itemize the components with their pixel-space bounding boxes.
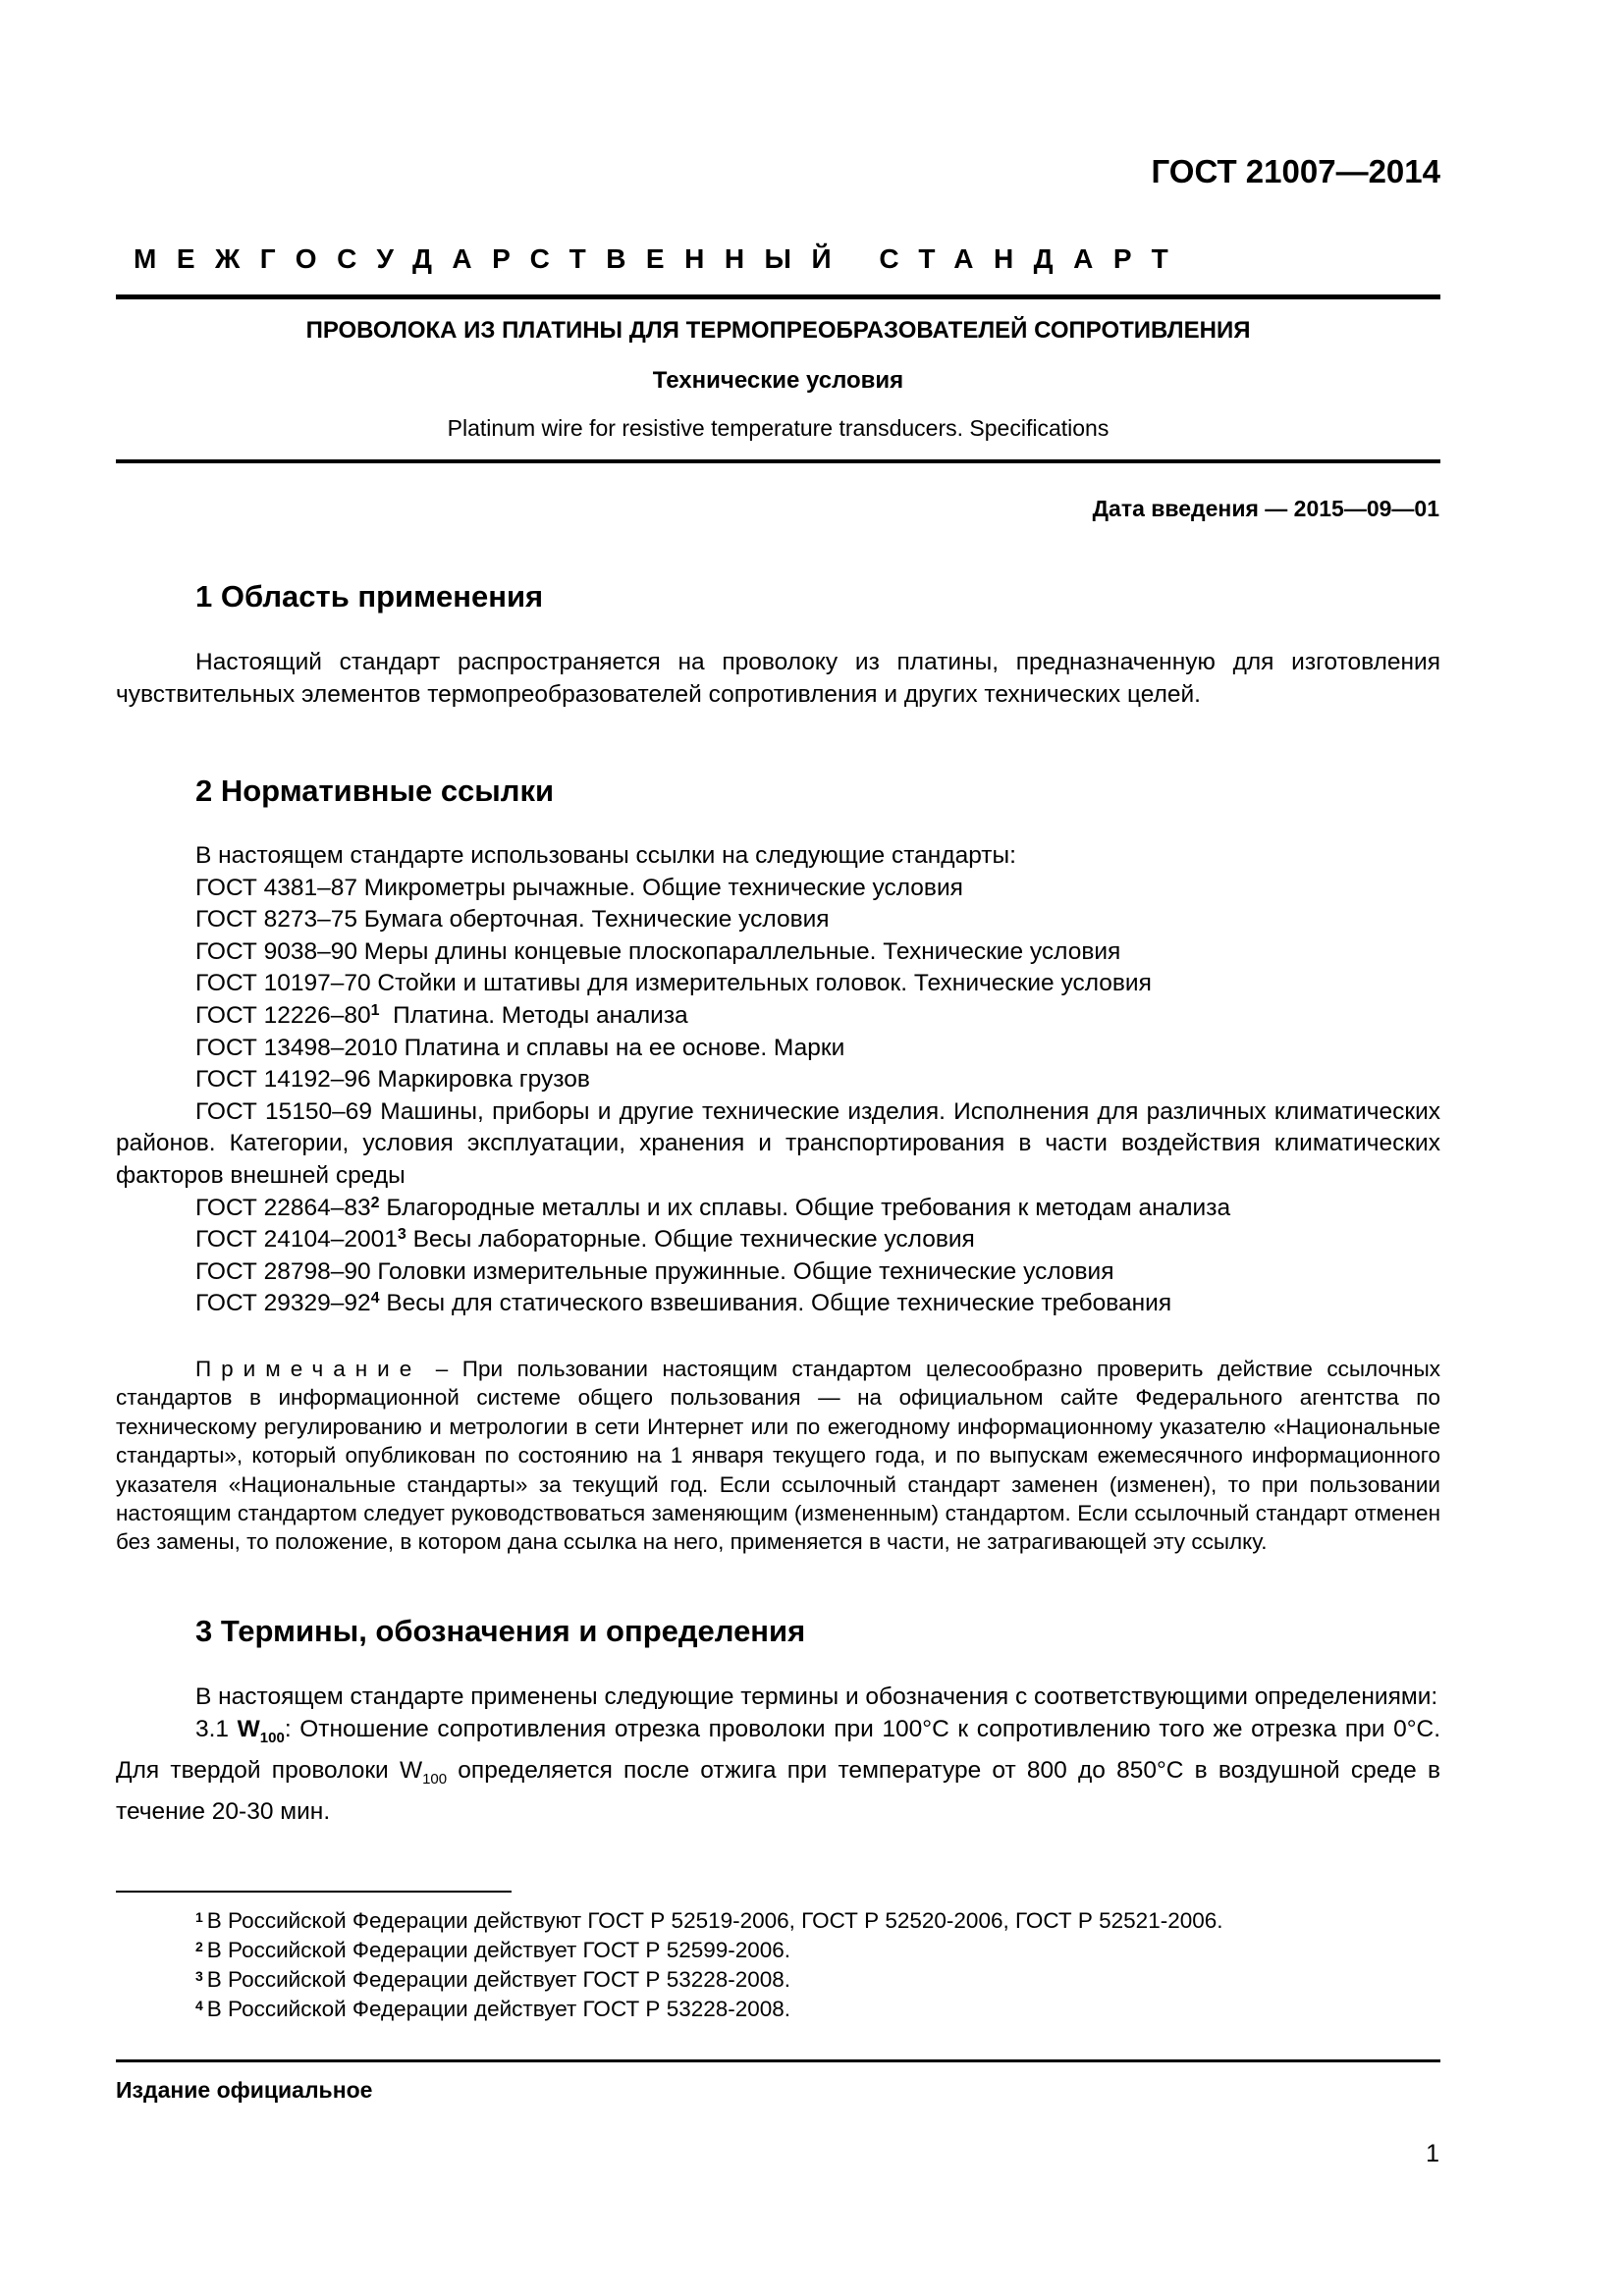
reference-item: ГОСТ 24104–2001$^3$ Весы лабораторные. Общие технические условия <box>195 1226 975 1254</box>
note-label: Примечание <box>195 1357 422 1381</box>
reference-item: ГОСТ 10197–70 Стойки и штативы для измерительных головок. Технические условия <box>195 970 1152 997</box>
references-note <box>116 1355 1440 1557</box>
section-1-heading: 1 Область применения <box>195 579 544 614</box>
document-number: ГОСТ 21007—2014 <box>1151 153 1440 189</box>
edition-label: Издание официальное <box>116 2077 373 2103</box>
reference-item: ГОСТ 13498–2010 Платина и сплавы на ее основе. Марки <box>195 1034 845 1061</box>
term-symbol: $W_{100}$ <box>237 1716 285 1746</box>
top-divider <box>116 294 1440 299</box>
footnote-divider <box>116 1891 512 1893</box>
document-title-english: Platinum wire for resistive temperature transducers. Specifications <box>447 415 1110 441</box>
section-3-intro: В настоящем стандарте применены следующие термины и обозначения с соответствующими определениями: <box>195 1683 1438 1710</box>
references-intro: В настоящем стандарте использованы ссылки на следующие стандарты: <box>195 842 1016 869</box>
reference-item: ГОСТ 8273–75 Бумага оберточная. Технические условия <box>195 906 830 934</box>
section-2-heading: 2 Нормативные ссылки <box>195 774 555 808</box>
reference-item: ГОСТ 15150–69 Машины, приборы и другие технические изделия. Исполнения для различных климатических районов. Категории, условия эксплуатации, хранения и транспортирования в части воздействия климатических факторов внешней среды <box>116 1097 1440 1189</box>
normative-references-list <box>116 840 1440 1320</box>
document-subtitle: Технические условия <box>652 367 904 394</box>
footnote-item: $^3$ В Российской Федерации действует ГОСТ Р 53228-2008. <box>195 1967 791 1992</box>
footnote-marker: 1 <box>370 1001 380 1019</box>
interstate-standard-banner: МЕЖГОСУДАРСТВЕННЫЙ СТАНДАРТ <box>134 243 1189 274</box>
section-3-heading: 3 Термины, обозначения и определения <box>195 1614 806 1648</box>
reference-item: ГОСТ 4381–87 Микрометры рычажные. Общие технические условия <box>195 874 963 901</box>
footnote-item: $^1$ В Российской Федерации действуют ГОСТ Р 52519-2006, ГОСТ Р 52520-2006, ГОСТ Р 52521-2006. <box>195 1908 1223 1933</box>
title-divider <box>116 459 1440 463</box>
page-number: 1 <box>1426 2140 1439 2167</box>
footnote-marker: 3 <box>397 1226 406 1244</box>
footnote-marker: 4 <box>370 1290 380 1308</box>
document-title: ПРОВОЛОКА ИЗ ПЛАТИНЫ ДЛЯ ТЕРМОПРЕОБРАЗОВАТЕЛЕЙ СОПРОТИВЛЕНИЯ <box>305 317 1251 344</box>
reference-item: ГОСТ 12226–80$^1$ Платина. Методы анализа <box>195 1001 688 1029</box>
footnotes <box>195 1906 1440 2024</box>
footnote-marker: 2 <box>370 1194 380 1211</box>
reference-item: ГОСТ 14192–96 Маркировка грузов <box>195 1066 590 1094</box>
reference-item: ГОСТ 9038–90 Меры длины концевые плоскопараллельные. Технические условия <box>195 937 1121 965</box>
introduction-date: Дата введения — 2015—09—01 <box>1092 496 1439 521</box>
footer-divider <box>116 2059 1440 2062</box>
reference-item: ГОСТ 29329–92$^4$ Весы для статического взвешивания. Общие технические требования <box>195 1290 1172 1317</box>
reference-item: ГОСТ 28798–90 Головки измерительные пружинные. Общие технические условия <box>195 1257 1114 1285</box>
section-3-text <box>116 1681 1440 1828</box>
section-1-text <box>116 646 1440 711</box>
term-definition: 3.1 $W_{100}$: Отношение сопротивления отрезка проволоки при 100°С к сопротивлению того же отрезка при 0°С. Для твердой проволоки $W_{100}$ определяется после отжига при температуре от 800 до 850°С в воздушной среде в течение 20-30 мин. <box>116 1716 1441 1825</box>
section-1-paragraph: Настоящий стандарт распространяется на проволоку из платины, предназначенную для изготовления чувствительных элементов термопреобразователей сопротивления и других технических целей. <box>116 649 1440 708</box>
footnote-item: $^4$ В Российской Федерации действует ГОСТ Р 53228-2008. <box>195 1997 791 2021</box>
footnote-item: $^2$ В Российской Федерации действует ГОСТ Р 52599-2006. <box>195 1938 791 1962</box>
reference-item: ГОСТ 22864–83$^2$ Благородные металлы и их сплавы. Общие требования к методам анализа <box>195 1194 1231 1221</box>
note-text: – При пользовании настоящим стандартом целесообразно проверить действие ссылочных стандартов в информационной системе общего пользования — на официальном сайте Федерального агентства по техническому регулированию и метрологии в сети Интернет или по ежегодному информационному указателю «Национальные стандарты», который опубликован по состоянию на 1 января текущего года, и по выпускам ежемесячного информационного указателя «Национальные стандарты» за текущий год. Если ссылочный стандарт заменен (изменен), то при пользовании настоящим стандартом следует руководствоваться заменяющим (измененным) стандартом. Если ссылочный стандарт отменен без замены, то положение, в котором дана ссылка на него, применяется в части, не затрагивающей эту ссылку. <box>116 1357 1440 1555</box>
